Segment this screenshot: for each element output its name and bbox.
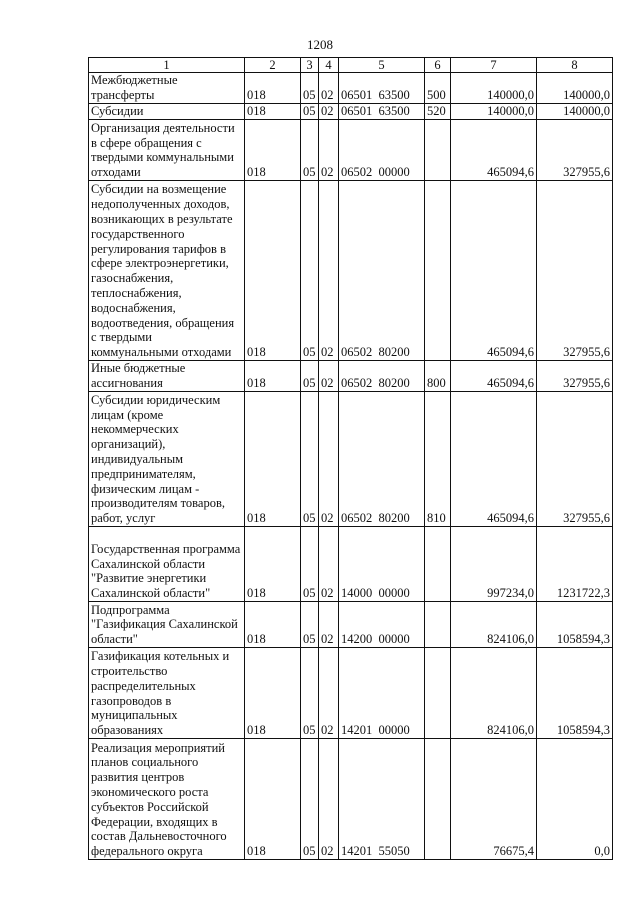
row-section: 05: [301, 104, 319, 120]
row-subsection: 02: [319, 392, 339, 527]
row-target-article: 06502 80200: [339, 392, 425, 527]
row-amount-1: 76675,4: [451, 739, 537, 860]
row-amount-1: 997234,0: [451, 527, 537, 602]
row-target-article: 06502 00000: [339, 120, 425, 181]
row-section: 05: [301, 181, 319, 361]
header-col-6: 6: [425, 58, 451, 73]
row-subsection: 02: [319, 648, 339, 739]
table-row: [89, 73, 613, 104]
row-amount-2: 140000,0: [537, 104, 613, 120]
row-ministry-code: 018: [245, 602, 301, 648]
row-ministry-code: 018: [245, 739, 301, 860]
row-section: 05: [301, 739, 319, 860]
table-row: [89, 739, 613, 860]
row-expense-type: [425, 648, 451, 739]
row-ministry-code: 018: [245, 73, 301, 104]
row-amount-1: 140000,0: [451, 73, 537, 104]
row-section: 05: [301, 392, 319, 527]
row-amount-1: 465094,6: [451, 120, 537, 181]
row-subsection: 02: [319, 181, 339, 361]
header-col-7: 7: [451, 58, 537, 73]
row-section: 05: [301, 73, 319, 104]
row-expense-type: [425, 602, 451, 648]
row-expense-type: 520: [425, 104, 451, 120]
row-section: 05: [301, 602, 319, 648]
row-name: Подпрограмма "Газификация Сахалинской области": [89, 602, 245, 648]
table-row: [89, 104, 613, 120]
row-ministry-code: 018: [245, 361, 301, 392]
row-ministry-code: 018: [245, 527, 301, 602]
row-amount-1: 465094,6: [451, 392, 537, 527]
row-target-article: 14201 55050: [339, 739, 425, 860]
row-subsection: 02: [319, 104, 339, 120]
row-expense-type: [425, 739, 451, 860]
row-target-article: 14000 00000: [339, 527, 425, 602]
row-expense-type: [425, 181, 451, 361]
table-row: [89, 120, 613, 181]
row-target-article: 06501 63500: [339, 73, 425, 104]
row-amount-1: 824106,0: [451, 602, 537, 648]
row-name: Государственная программа Сахалинской области "Развитие энергетики Сахалинской области": [89, 527, 245, 602]
header-col-8: 8: [537, 58, 613, 73]
row-subsection: 02: [319, 602, 339, 648]
row-amount-1: 465094,6: [451, 181, 537, 361]
table-row: [89, 602, 613, 648]
row-ministry-code: 018: [245, 648, 301, 739]
table-row: [89, 361, 613, 392]
row-amount-2: 327955,6: [537, 181, 613, 361]
row-subsection: 02: [319, 120, 339, 181]
row-name: Субсидии юридическим лицам (кроме некоммерческих организаций), индивидуальным предпринимателям, физическим лицам - производителям товаров, работ, услуг: [89, 392, 245, 527]
row-name: Газификация котельных и строительство распределительных газопроводов в муниципальных образованиях: [89, 648, 245, 739]
row-name: Иные бюджетные ассигнования: [89, 361, 245, 392]
row-subsection: 02: [319, 739, 339, 860]
header-col-5: 5: [339, 58, 425, 73]
header-col-1: 1: [89, 58, 245, 73]
table-row: [89, 181, 613, 361]
budget-table: [88, 57, 613, 860]
row-amount-1: 465094,6: [451, 361, 537, 392]
row-subsection: 02: [319, 527, 339, 602]
row-amount-2: 1231722,3: [537, 527, 613, 602]
row-expense-type: [425, 120, 451, 181]
row-ministry-code: 018: [245, 120, 301, 181]
row-name: Субсидии на возмещение недополученных доходов, возникающих в результате государственного регулирования тарифов в сфере электроэнергетики, газоснабжения, теплоснабжения, водоснабжения, водоотведения, обращения с твердыми коммунальными отходами: [89, 181, 245, 361]
row-amount-2: 327955,6: [537, 392, 613, 527]
row-amount-2: 327955,6: [537, 120, 613, 181]
row-ministry-code: 018: [245, 181, 301, 361]
header-col-4: 4: [319, 58, 339, 73]
row-expense-type: 500: [425, 73, 451, 104]
row-expense-type: 810: [425, 392, 451, 527]
row-expense-type: 800: [425, 361, 451, 392]
row-target-article: 14200 00000: [339, 602, 425, 648]
table-row: [89, 392, 613, 527]
row-amount-2: 327955,6: [537, 361, 613, 392]
row-name: Субсидии: [89, 104, 245, 120]
row-expense-type: [425, 527, 451, 602]
row-amount-2: 140000,0: [537, 73, 613, 104]
row-subsection: 02: [319, 73, 339, 104]
row-ministry-code: 018: [245, 392, 301, 527]
header-row: [89, 58, 613, 73]
header-col-2: 2: [245, 58, 301, 73]
row-amount-1: 140000,0: [451, 104, 537, 120]
row-amount-2: 1058594,3: [537, 648, 613, 739]
row-target-article: 06502 80200: [339, 361, 425, 392]
row-section: 05: [301, 361, 319, 392]
row-name: Реализация мероприятий планов социального развития центров экономического роста субъектов Российской Федерации, входящих в состав Дальневосточного федерального округа: [89, 739, 245, 860]
row-section: 05: [301, 120, 319, 181]
row-target-article: 06502 80200: [339, 181, 425, 361]
row-name: Межбюджетные трансферты: [89, 73, 245, 104]
table-row: [89, 648, 613, 739]
row-ministry-code: 018: [245, 104, 301, 120]
row-amount-2: 0,0: [537, 739, 613, 860]
header-col-3: 3: [301, 58, 319, 73]
row-name: Организация деятельности в сфере обращения с твердыми коммунальными отходами: [89, 120, 245, 181]
row-amount-2: 1058594,3: [537, 602, 613, 648]
row-section: 05: [301, 527, 319, 602]
row-section: 05: [301, 648, 319, 739]
row-target-article: 14201 00000: [339, 648, 425, 739]
table-row: [89, 527, 613, 602]
row-target-article: 06501 63500: [339, 104, 425, 120]
row-subsection: 02: [319, 361, 339, 392]
row-amount-1: 824106,0: [451, 648, 537, 739]
page-number: 1208: [307, 37, 333, 52]
